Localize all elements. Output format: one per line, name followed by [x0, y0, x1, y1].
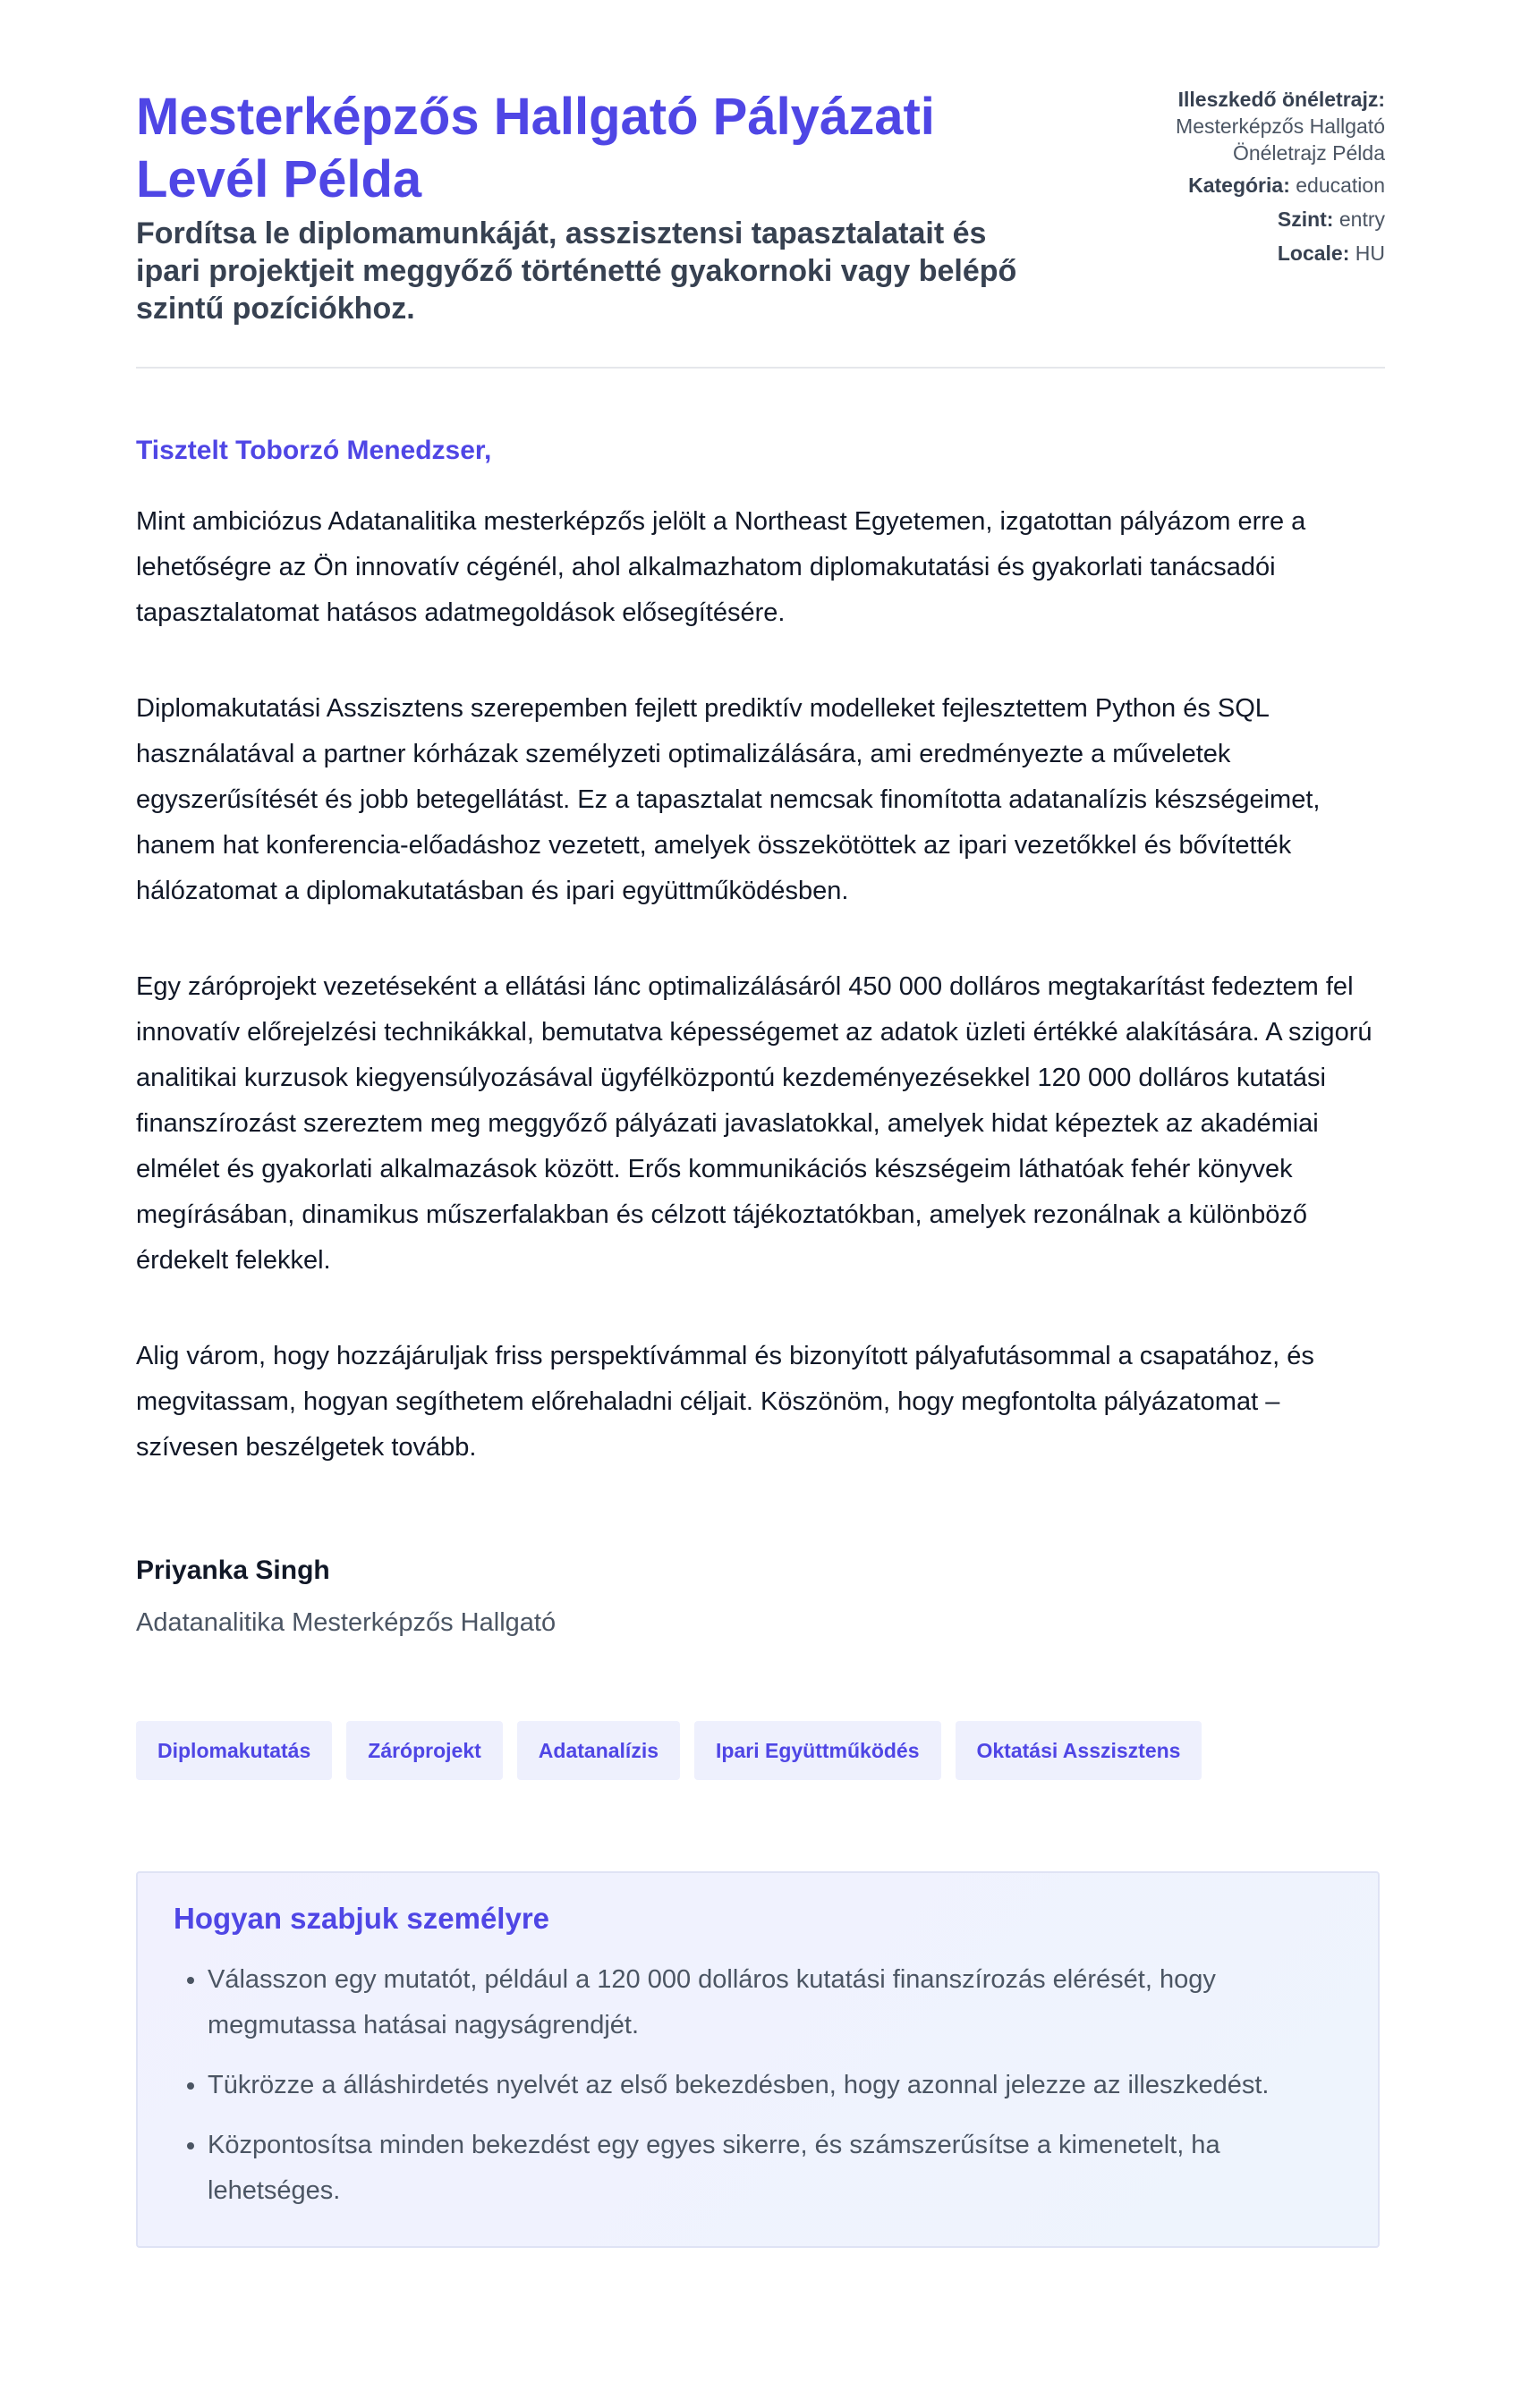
meta-level-label: Szint: [1277, 208, 1334, 231]
tip-item: • Válasszon egy mutatót, például a 120 000 dolláros kutatási finanszírozás elérését, hogy megmutassa hatásai nagyságrendjét. [208, 1957, 1342, 2048]
meta-resume-value: Mesterképzős Hallgató Önéletrajz Példa [1176, 114, 1385, 165]
meta-category [1117, 172, 1385, 199]
meta-locale-label: Locale: [1277, 242, 1350, 265]
meta-panel [1117, 86, 1385, 274]
meta-category-label: Kategória: [1188, 174, 1290, 197]
tag-item: Ipari Együttműködés [694, 1721, 940, 1780]
document-header [136, 86, 1385, 369]
tag-list [136, 1721, 1385, 1780]
meta-locale-value: HU [1355, 242, 1385, 265]
letter-paragraph: Diplomakutatási Asszisztens szerepemben fejlett prediktív modelleket fejlesztettem Python és SQL használatával a partner kórházak személyzeti optimalizálására, ami eredményezte a műveletek egyszerűsítését és jobb betegellátást. Ez a tapasztalat nemcsak finomította adatanalízis készségeimet, hanem hat konferencia-előadáshoz vezetett, amelyek összekötöttek az ipari vezetőkkel és bővítették hálózatomat a diplomakutatásban és ipari együttműködésben. [136, 694, 1321, 905]
meta-level [1117, 206, 1385, 233]
tip-item: • Tükrözze a álláshirdetés nyelvét az első bekezdésben, hogy azonnal jelezze az illeszkedést. [208, 2063, 1342, 2108]
customization-tips-box [136, 1871, 1380, 2248]
tip-item: • Központosítsa minden bekezdést egy egyes sikerre, és számszerűsítse a kimenetelt, ha lehetséges. [208, 2123, 1342, 2214]
letter-paragraph: Mint ambiciózus Adatanalitika mesterképzős jelölt a Northeast Egyetemen, izgatottan pályázom erre a lehetőségre az Ön innovatív cégénél, ahol alkalmazhatom diplomakutatási és gyakorlati tanácsadói tapasztalatomat hatásos adatmegoldások elősegítésére. [136, 507, 1306, 627]
meta-resume-label: Illeszkedő önéletrajz: [1177, 88, 1385, 111]
signature-role: Adatanalitika Mesterképzős Hallgató [136, 1608, 557, 1637]
page-subtitle: Fordítsa le diplomamunkáját, asszisztensi tapasztalatait és ipari projektjeit meggyőző történetté gyakornoki vagy belépő szintű pozíciókhoz. [136, 216, 1017, 326]
tag-item: Oktatási Asszisztens [956, 1721, 1202, 1780]
letter-greeting: Tisztelt Toborzó Menedzser, [136, 436, 492, 465]
letter-paragraph: Alig várom, hogy hozzájáruljak friss perspektívámmal és bizonyított pályafutásommal a csapatához, és megvitassam, hogyan segíthetem előrehaladni céljait. Köszönöm, hogy megfontolta pályázatomat – szívesen beszélgetek tovább. [136, 1342, 1314, 1462]
header-titles [136, 86, 1058, 327]
page-title: Mesterképzős Hallgató Pályázati Levél Példa [136, 88, 935, 208]
letter-paragraph: Egy záróprojekt vezetéseként a ellátási lánc optimalizálásáról 450 000 dolláros megtakarítást fedeztem fel innovatív előrejelzési technikákkal, bemutatva képességemet az adatok üzleti értékké alakítására. A szigorú analitikai kurzusok kiegyensúlyozásával ügyfélközpontú kezdeményezésekkel 120 000 dolláros kutatási finanszírozást szereztem meg meggyőző pályázati javaslatokkal, amelyek hidat képeztek az akadémiai elmélet és gyakorlati alkalmazások között. Erős kommunikációs készségeim láthatóak fehér könyvek megírásában, dinamikus műszerfalakban és célzott tájékoztatókban, amelyek rezonálnak a különböző érdekelt felekkel. [136, 972, 1372, 1275]
meta-category-value: education [1296, 174, 1385, 197]
meta-locale [1117, 240, 1385, 267]
signature-name: Priyanka Singh [136, 1556, 330, 1585]
tips-title: Hogyan szabjuk személyre [174, 1902, 550, 1935]
letter-body [136, 433, 1385, 1641]
tag-item: Adatanalízis [517, 1721, 680, 1780]
tag-item: Diplomakutatás [136, 1721, 332, 1780]
meta-level-value: entry [1338, 208, 1385, 231]
meta-resume [1117, 86, 1385, 166]
tips-list [174, 1957, 1342, 2214]
signature-block [136, 1553, 1385, 1641]
tag-item: Záróprojekt [346, 1721, 503, 1780]
